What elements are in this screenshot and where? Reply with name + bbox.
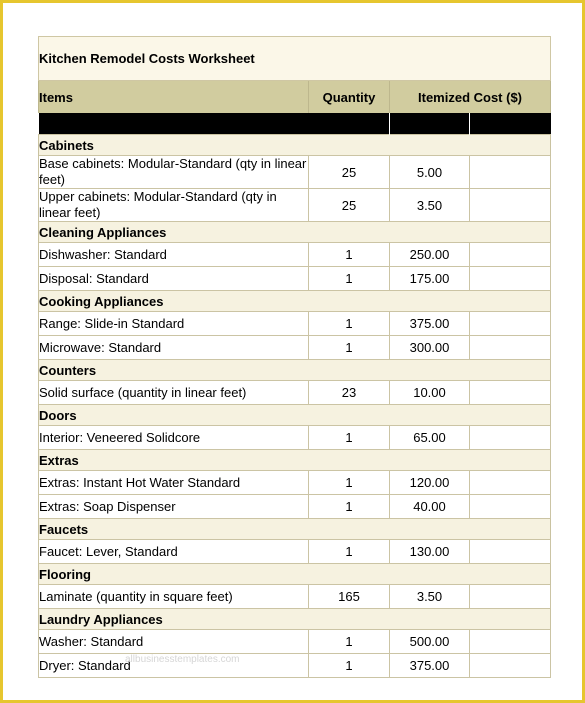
title-row: [39, 37, 551, 81]
item-row: [39, 267, 551, 291]
subheader-row: [39, 113, 551, 135]
item-quantity: 1: [309, 312, 390, 336]
item-name: Dryer: Standard: [39, 654, 309, 678]
item-name: Microwave: Standard: [39, 336, 309, 360]
item-quantity: 165: [309, 585, 390, 609]
category-name: Faucets: [39, 519, 551, 540]
item-quantity: 1: [309, 243, 390, 267]
item-estimated-cost: 40.00: [390, 495, 470, 519]
item-quantity: 1: [309, 654, 390, 678]
item-quantity: 23: [309, 381, 390, 405]
item-row: [39, 243, 551, 267]
category-row: [39, 360, 551, 381]
category-name: Cleaning Appliances: [39, 222, 551, 243]
item-quantity: 1: [309, 336, 390, 360]
item-quantity: 1: [309, 426, 390, 450]
item-estimated-cost: 375.00: [390, 654, 470, 678]
category-row: [39, 405, 551, 426]
item-name: Solid surface (quantity in linear feet): [39, 381, 309, 405]
item-estimated-cost: 3.50: [390, 585, 470, 609]
item-estimated-cost: 10.00: [390, 381, 470, 405]
item-row: [39, 471, 551, 495]
item-name: Range: Slide-in Standard: [39, 312, 309, 336]
item-name: Interior: Veneered Solidcore: [39, 426, 309, 450]
category-name: Doors: [39, 405, 551, 426]
subheader-blank-quantity: [309, 113, 390, 135]
item-quantity: 1: [309, 495, 390, 519]
category-name: Extras: [39, 450, 551, 471]
header-estimated: Estimated: [390, 113, 470, 135]
item-row: [39, 336, 551, 360]
item-actual-cost: [470, 630, 551, 654]
category-name: Cooking Appliances: [39, 291, 551, 312]
item-actual-cost: [470, 654, 551, 678]
item-name: Washer: Standard: [39, 630, 309, 654]
item-actual-cost: [470, 471, 551, 495]
item-row: [39, 540, 551, 564]
item-row: [39, 312, 551, 336]
item-quantity: 1: [309, 630, 390, 654]
category-row: [39, 222, 551, 243]
category-name: Laundry Appliances: [39, 609, 551, 630]
item-actual-cost: [470, 495, 551, 519]
item-row: [39, 426, 551, 450]
item-name: Extras: Instant Hot Water Standard: [39, 471, 309, 495]
item-name: Base cabinets: Modular-Standard (qty in linear feet): [39, 156, 309, 189]
category-row: [39, 450, 551, 471]
category-row: [39, 609, 551, 630]
worksheet-title: Kitchen Remodel Costs Worksheet: [39, 37, 551, 81]
item-name: Extras: Soap Dispenser: [39, 495, 309, 519]
item-quantity: 25: [309, 189, 390, 222]
item-quantity: 1: [309, 471, 390, 495]
category-row: [39, 564, 551, 585]
item-actual-cost: [470, 243, 551, 267]
category-name: Flooring: [39, 564, 551, 585]
category-row: [39, 519, 551, 540]
item-actual-cost: [470, 336, 551, 360]
item-estimated-cost: 250.00: [390, 243, 470, 267]
category-name: Counters: [39, 360, 551, 381]
item-estimated-cost: 175.00: [390, 267, 470, 291]
item-name: Dishwasher: Standard: [39, 243, 309, 267]
item-actual-cost: [470, 267, 551, 291]
item-estimated-cost: 300.00: [390, 336, 470, 360]
item-estimated-cost: 3.50: [390, 189, 470, 222]
item-estimated-cost: 375.00: [390, 312, 470, 336]
header-itemized-cost: Itemized Cost ($): [390, 81, 551, 114]
item-quantity: 1: [309, 267, 390, 291]
item-row: [39, 495, 551, 519]
item-name: Faucet: Lever, Standard: [39, 540, 309, 564]
item-name: Disposal: Standard: [39, 267, 309, 291]
category-row: [39, 135, 551, 156]
item-row: [39, 156, 551, 189]
watermark-text: allbusinesstemplates.com: [125, 654, 240, 665]
item-estimated-cost: 500.00: [390, 630, 470, 654]
category-name: Cabinets: [39, 135, 551, 156]
header-items: Items: [39, 81, 309, 114]
item-actual-cost: [470, 585, 551, 609]
header-row: [39, 81, 551, 114]
item-row: [39, 654, 551, 678]
item-name: Upper cabinets: Modular-Standard (qty in linear feet): [39, 189, 309, 222]
item-estimated-cost: 5.00: [390, 156, 470, 189]
worksheet-body: [39, 37, 551, 678]
item-actual-cost: [470, 156, 551, 189]
item-actual-cost: [470, 189, 551, 222]
item-estimated-cost: 120.00: [390, 471, 470, 495]
item-actual-cost: [470, 381, 551, 405]
worksheet-table: [38, 36, 551, 678]
item-row: [39, 189, 551, 222]
item-quantity: 1: [309, 540, 390, 564]
item-quantity: 25: [309, 156, 390, 189]
item-actual-cost: [470, 540, 551, 564]
item-actual-cost: [470, 312, 551, 336]
header-actual: Actual: [470, 113, 551, 135]
item-row: [39, 630, 551, 654]
header-quantity: Quantity: [309, 81, 390, 114]
item-estimated-cost: 65.00: [390, 426, 470, 450]
item-actual-cost: [470, 426, 551, 450]
item-row: [39, 381, 551, 405]
category-row: [39, 291, 551, 312]
item-row: [39, 585, 551, 609]
item-estimated-cost: 130.00: [390, 540, 470, 564]
subheader-blank-items: [39, 113, 309, 135]
item-name: Laminate (quantity in square feet): [39, 585, 309, 609]
